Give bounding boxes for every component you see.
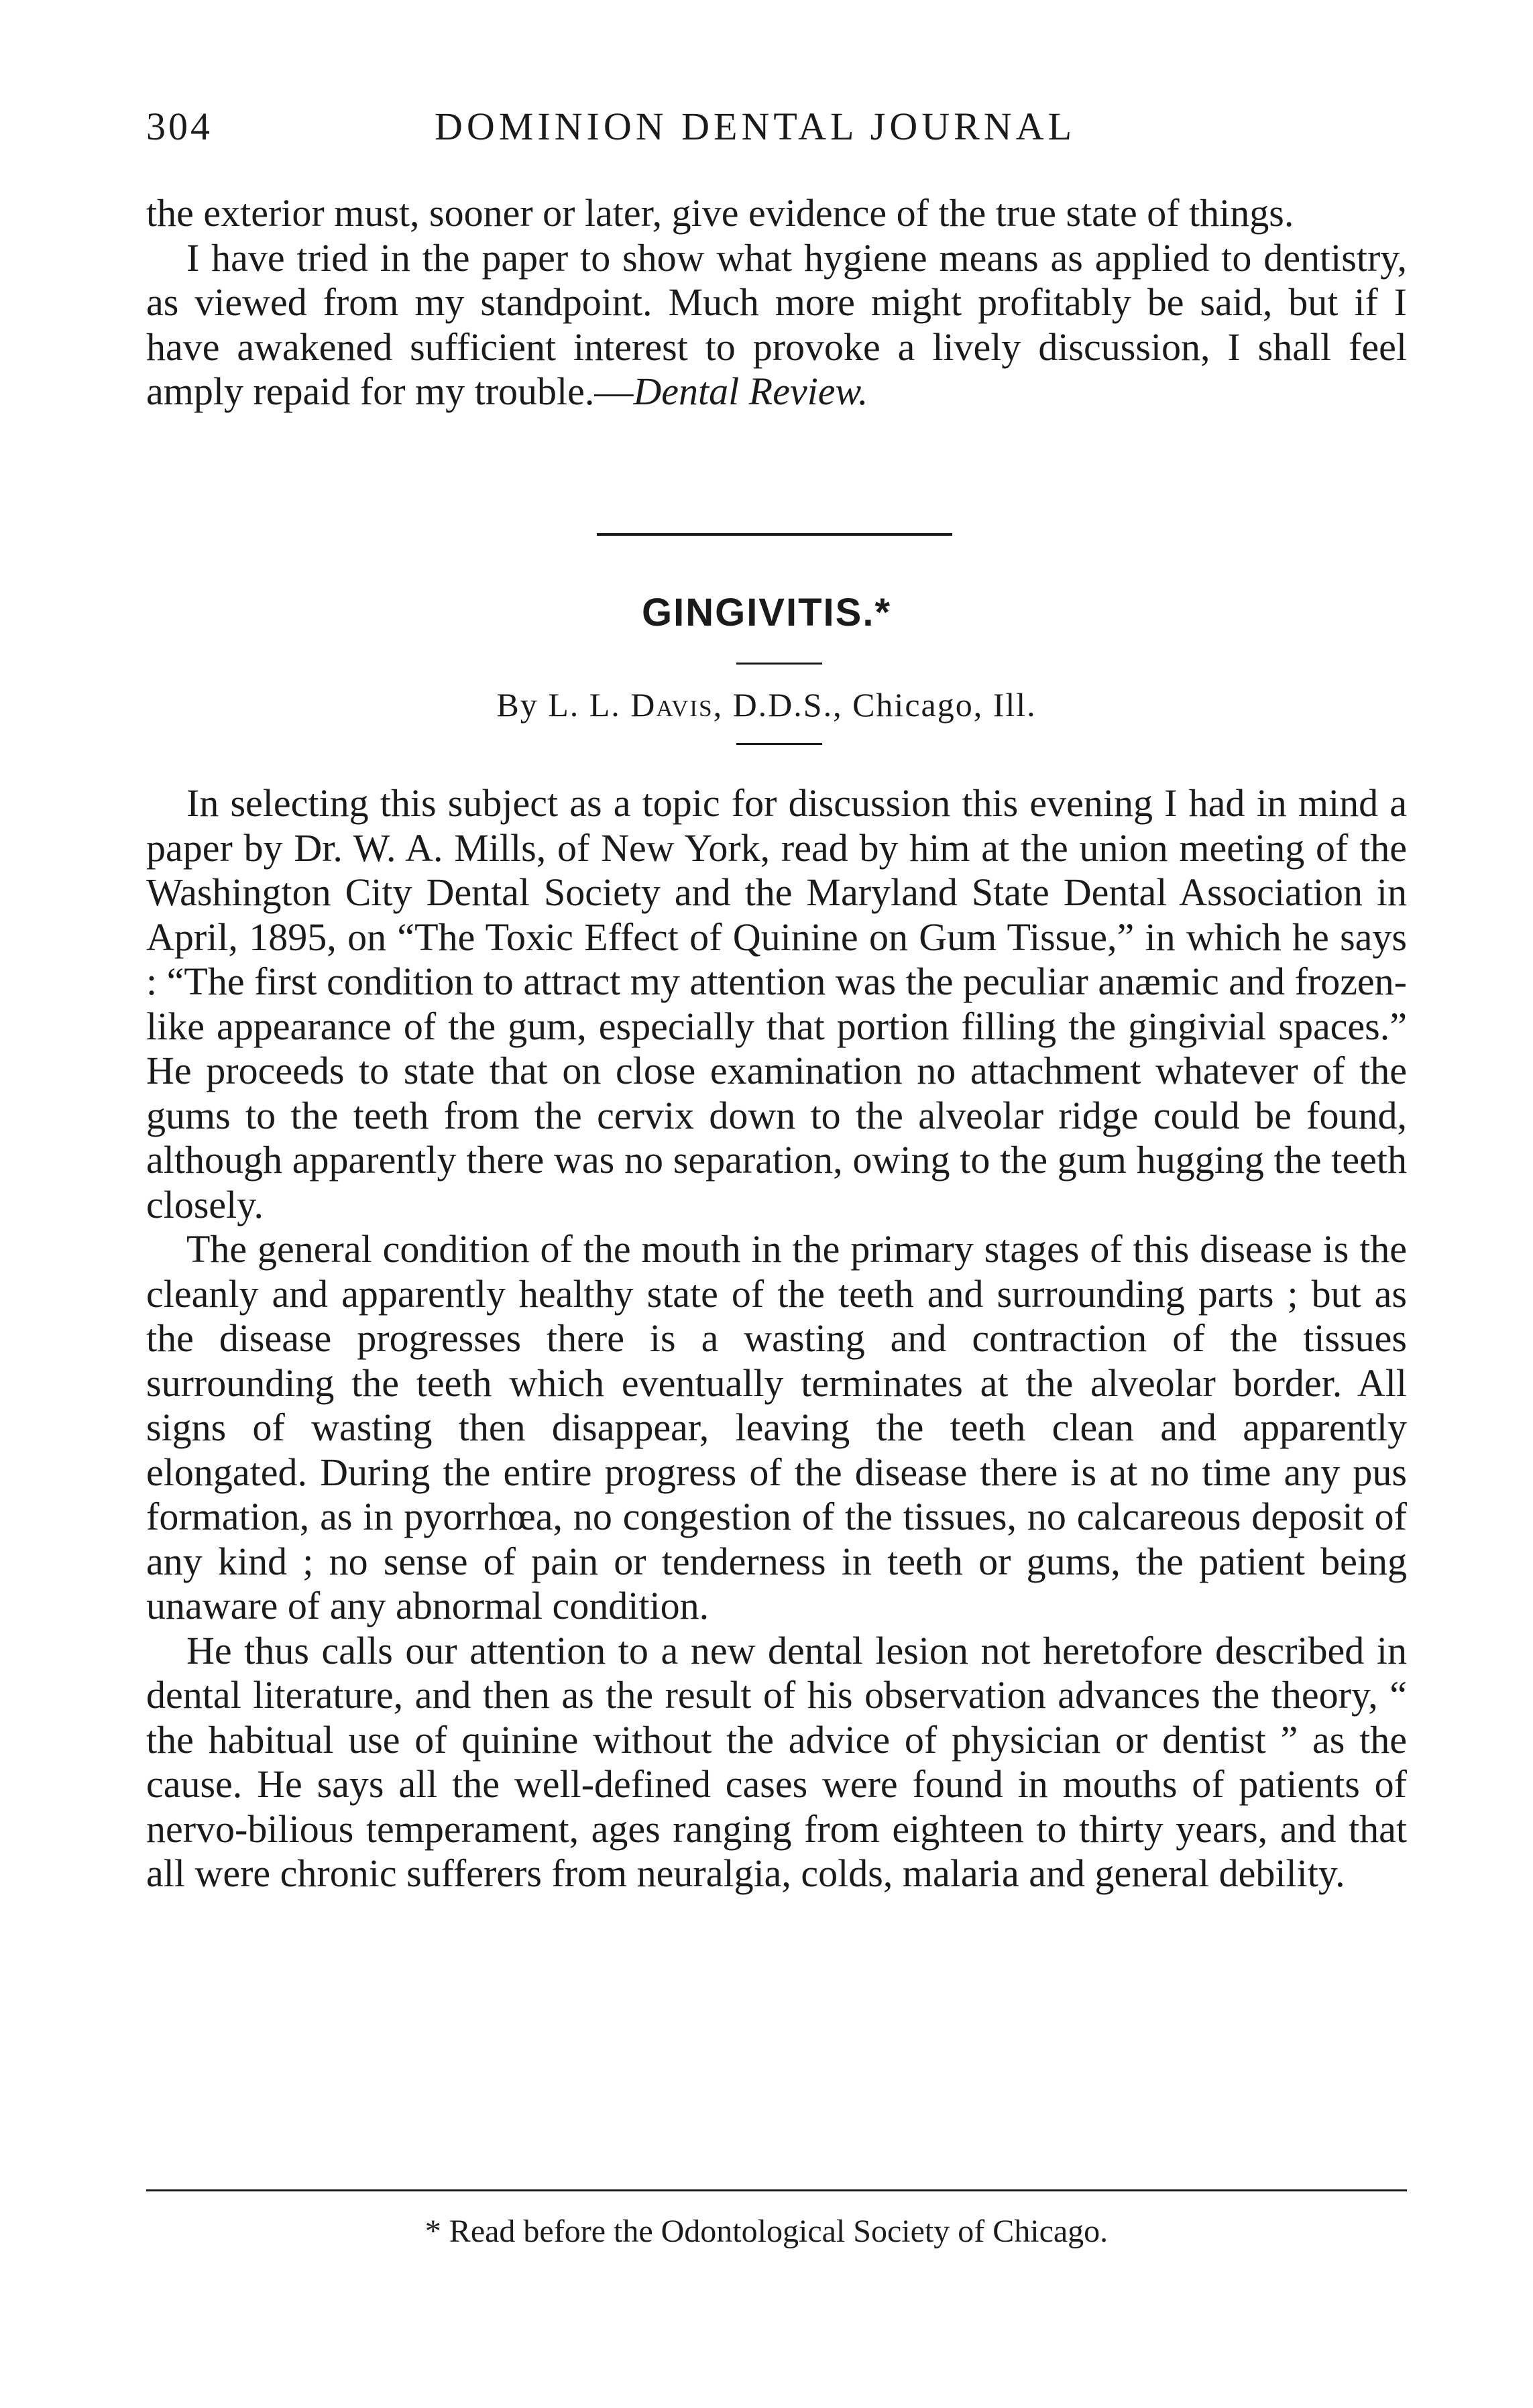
continued-paragraph: the exterior must, sooner or later, give evidence of the true state of things. xyxy=(146,191,1294,235)
source-citation: Dental Review. xyxy=(633,369,868,413)
body-paragraph-3: He thus calls our attention to a new dental lesion not heretofore described in dental literature, and then as the result of his observation advances the theory, “ the habitual use of quinine without the advice of physician or dentist ” as the cause. He says all the well-defined cases were found in mouths of patients of nervo-bilious temperament, ages ranging from eighteen to thirty years, and that all were chronic sufferers from neuralgia, colds, malaria and general debility. xyxy=(146,1628,1407,1895)
page-number: 304 xyxy=(146,105,213,148)
article-body xyxy=(146,781,1407,1896)
article-title: GINGIVITIS.* xyxy=(641,591,892,634)
title-rule-bottom xyxy=(736,743,822,745)
body-paragraph-1: In selecting this subject as a topic for discussion this evening I had in mind a paper by Dr. W. A. Mills, of New York, read by him at the union meeting of the Washington City Dental Society and the Maryland State Dental Association in April, 1895, on “The Toxic Effect of Quinine on Gum Tissue,” in which he says : “The first condition to attract my attention was the peculiar anæmic and frozen-like appearance of the gum, especially that portion filling the gingivial spaces.” He proceeds to state that on close examination no attachment whatever of the gums to the teeth from the cervix down to the alveolar ridge could be found, although apparently there was no separation, owing to the gum hugging the teeth closely. xyxy=(146,781,1407,1226)
article-byline xyxy=(0,685,1533,724)
body-paragraph-2: The general condition of the mouth in the primary stages of this disease is the cleanly and apparently healthy state of the teeth and surrounding parts ; but as the disease progresses there is a wasting and contraction of the tissues surrounding the teeth which eventually terminates at the alveolar border. All signs of wasting then disappear, leaving the teeth clean and apparently elongated. During the entire progress of the disease there is at no time any pus formation, as in pyorrhœa, no congestion of the tissues, no calcareous deposit of any kind ; no sense of pain or tenderness in teeth or gums, the patient being unaware of any abnormal condition. xyxy=(146,1227,1407,1627)
closing-paragraph-text: I have tried in the paper to show what hygiene means as applied to dentistry, as viewed from my standpoint. Much more might profitably be said, but if I have awakened sufficient interest to provoke a lively discussion, I shall feel amply repaid for my trouble.— xyxy=(146,235,1407,413)
footnote: * Read before the Odontological Society of Chicago. xyxy=(424,2214,1109,2249)
footnote-rule xyxy=(146,2189,1407,2191)
previous-article-ending xyxy=(146,191,1407,414)
closing-paragraph xyxy=(146,236,1407,414)
page-header xyxy=(146,104,1407,158)
running-head: DOMINION DENTAL JOURNAL xyxy=(435,105,1076,148)
byline-suffix: , D.D.S., Chicago, Ill. xyxy=(713,686,1037,724)
section-divider-rule xyxy=(597,533,952,536)
title-rule-top xyxy=(736,663,822,665)
byline-prefix: By L. L. xyxy=(496,686,631,724)
author-name: Davis xyxy=(630,686,714,724)
